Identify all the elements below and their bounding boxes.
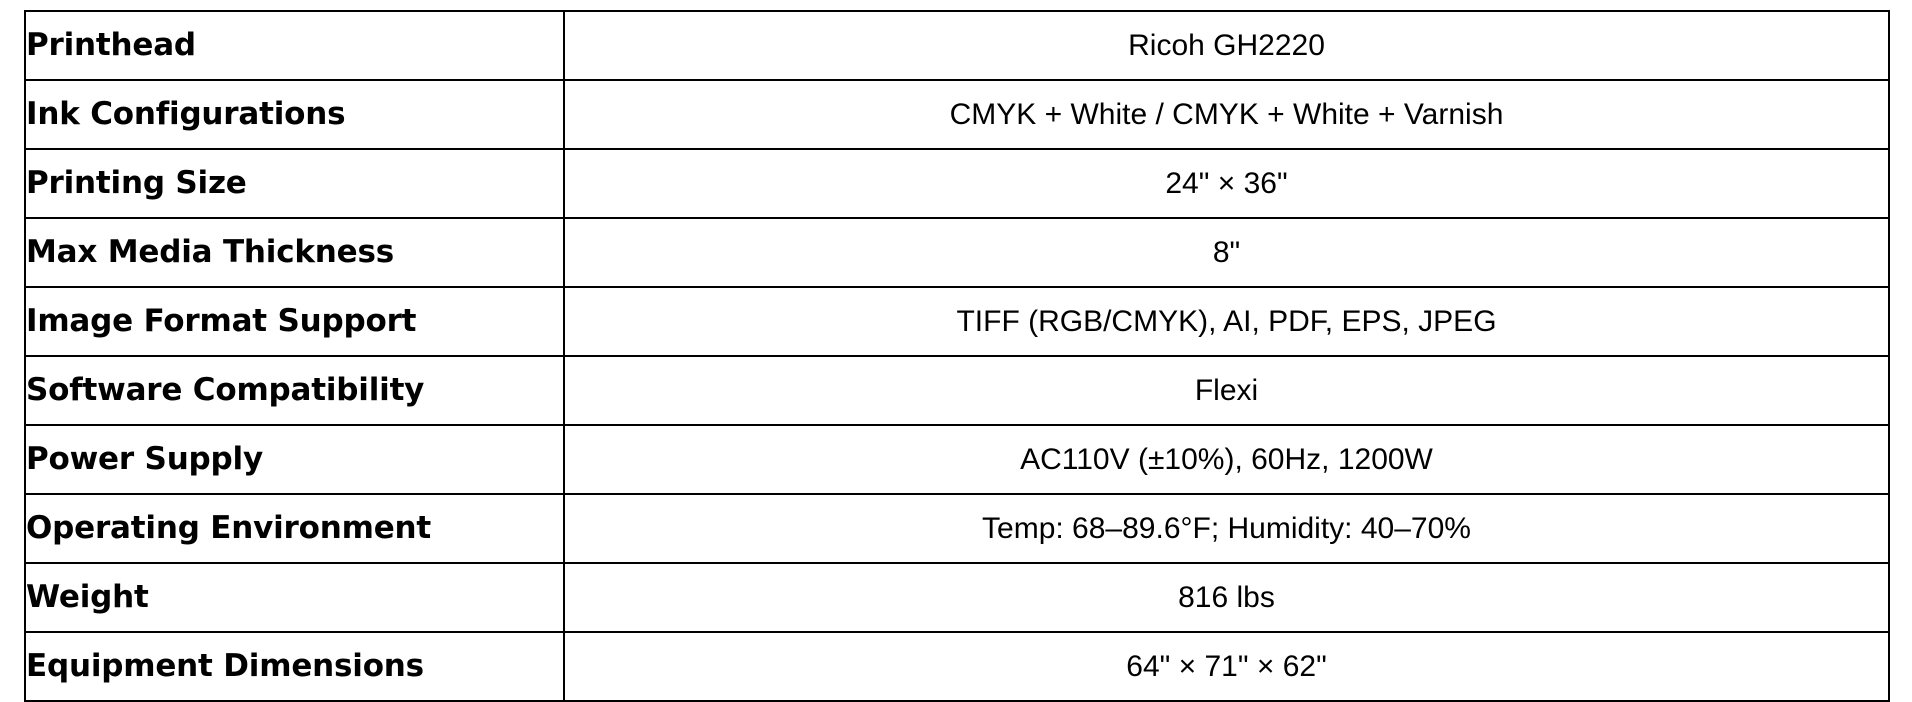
spec-value-software-compatibility: Flexi xyxy=(564,356,1889,425)
spec-label-ink-configurations: Ink Configurations xyxy=(25,80,564,149)
spec-label-software-compatibility: Software Compatibility xyxy=(25,356,564,425)
table-row xyxy=(25,494,1889,563)
spec-label-printing-size: Printing Size xyxy=(25,149,564,218)
spec-label-operating-environment: Operating Environment xyxy=(25,494,564,563)
table-row xyxy=(25,11,1889,80)
table-row xyxy=(25,287,1889,356)
spec-label-printhead: Printhead xyxy=(25,11,564,80)
spec-value-power-supply: AC110V (±10%), 60Hz, 1200W xyxy=(564,425,1889,494)
spec-label-max-media-thickness: Max Media Thickness xyxy=(25,218,564,287)
spec-value-operating-environment: Temp: 68–89.6°F; Humidity: 40–70% xyxy=(564,494,1889,563)
table-row xyxy=(25,563,1889,632)
table-row xyxy=(25,356,1889,425)
table-row xyxy=(25,632,1889,701)
spec-label-power-supply: Power Supply xyxy=(25,425,564,494)
specifications-table xyxy=(24,10,1890,702)
table-row xyxy=(25,218,1889,287)
spec-value-printhead: Ricoh GH2220 xyxy=(564,11,1889,80)
table-row xyxy=(25,425,1889,494)
table-row xyxy=(25,149,1889,218)
table-body xyxy=(25,11,1889,701)
spec-value-image-format-support: TIFF (RGB/CMYK), AI, PDF, EPS, JPEG xyxy=(564,287,1889,356)
spec-value-weight: 816 lbs xyxy=(564,563,1889,632)
spec-label-image-format-support: Image Format Support xyxy=(25,287,564,356)
spec-value-max-media-thickness: 8" xyxy=(564,218,1889,287)
spec-value-ink-configurations: CMYK + White / CMYK + White + Varnish xyxy=(564,80,1889,149)
spec-label-equipment-dimensions: Equipment Dimensions xyxy=(25,632,564,701)
table-row xyxy=(25,80,1889,149)
spec-value-printing-size: 24" × 36" xyxy=(564,149,1889,218)
spec-value-equipment-dimensions: 64" × 71" × 62" xyxy=(564,632,1889,701)
spec-label-weight: Weight xyxy=(25,563,564,632)
